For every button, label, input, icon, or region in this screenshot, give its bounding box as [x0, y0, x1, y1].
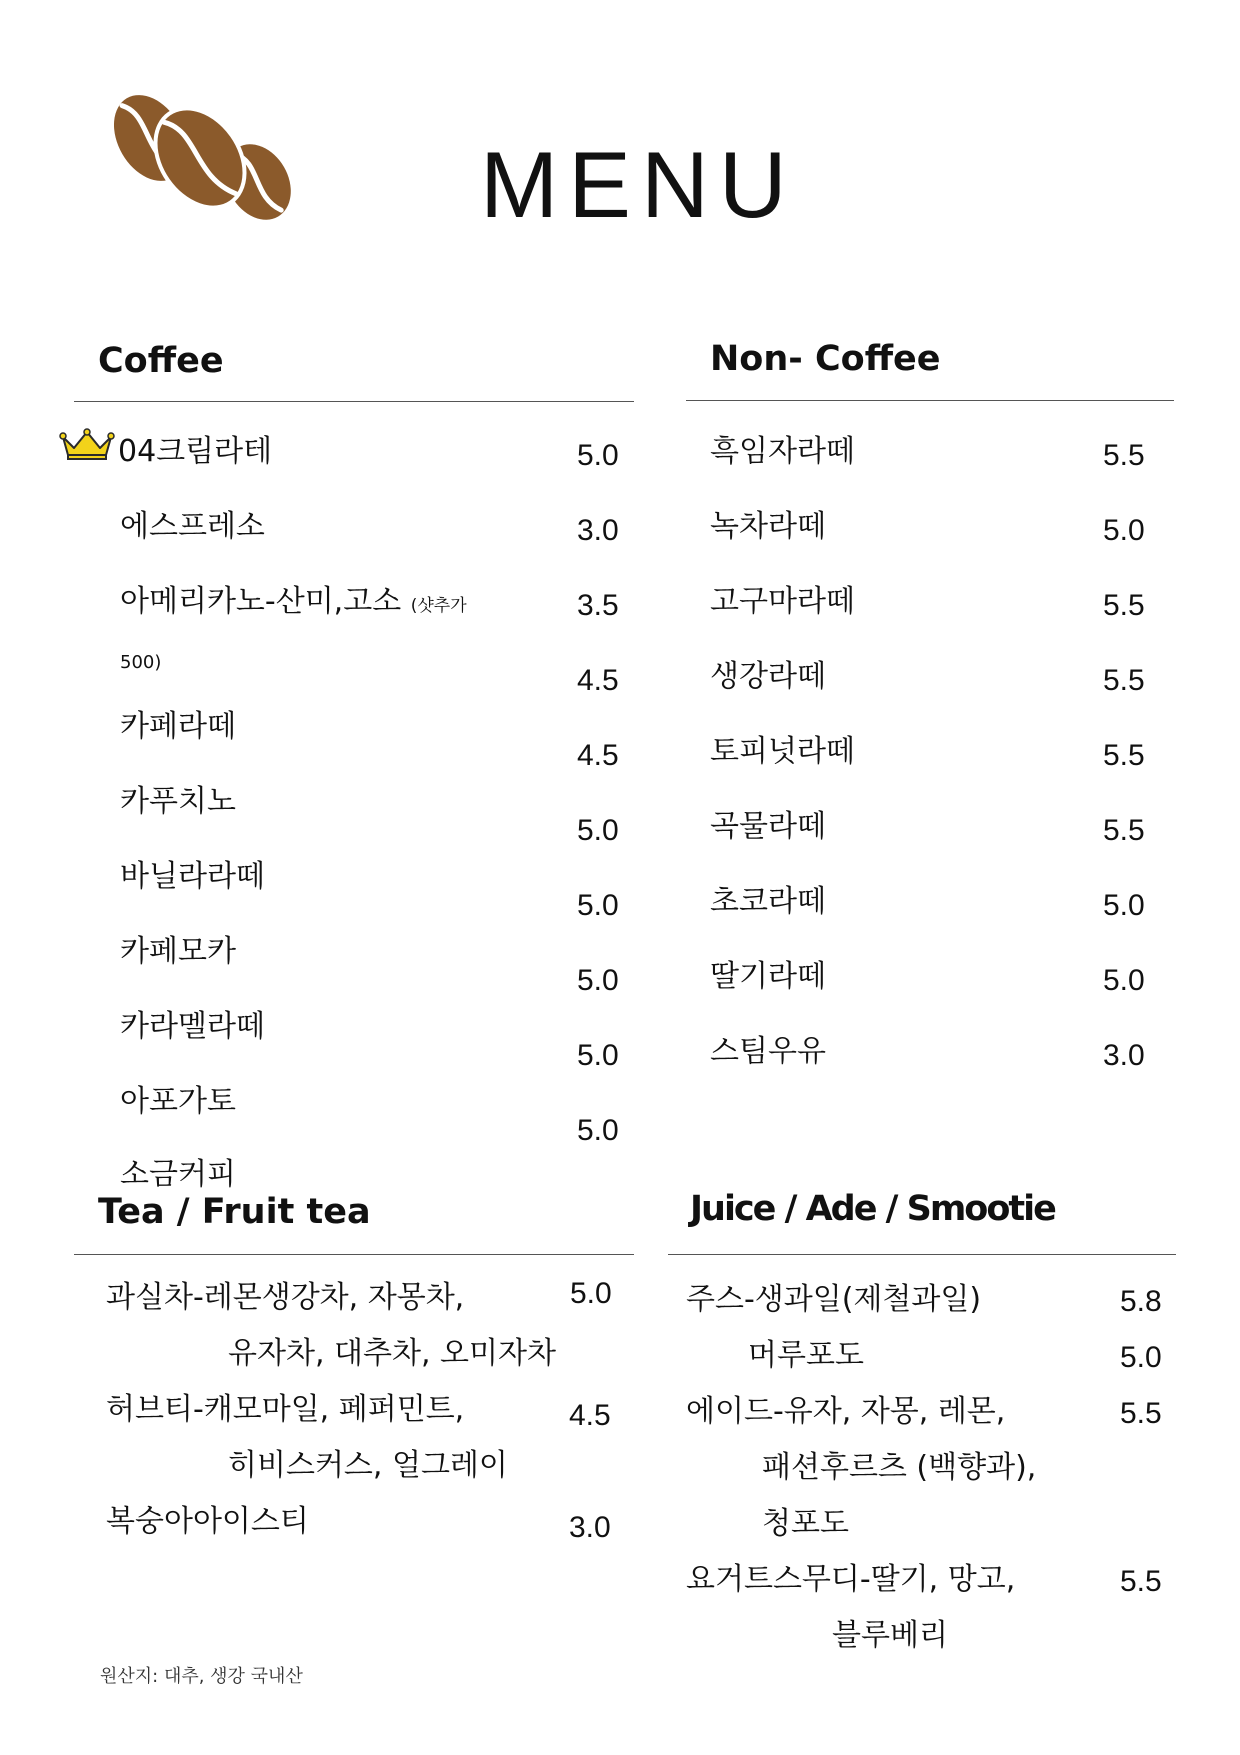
juice-item-price: 5.5	[1120, 1397, 1162, 1430]
coffee-item-price: 4.5	[577, 739, 619, 772]
noncoffee-item-name: 스팀우유	[710, 1034, 826, 1069]
noncoffee-item-name: 생강라떼	[710, 659, 826, 694]
juice-item-price: 5.5	[1120, 1565, 1162, 1598]
list-item	[710, 884, 1150, 922]
tea-item-price: 5.0	[570, 1277, 612, 1310]
noncoffee-item-price: 5.0	[1103, 889, 1145, 922]
tea-item-name: 복숭아아이스티	[106, 1504, 309, 1539]
coffee-item-note: (샷추가	[410, 596, 467, 616]
tea-item-price: 3.0	[569, 1511, 611, 1544]
coffee-item-price: 5.0	[577, 889, 619, 922]
juice-item-name: 요거트스무디-딸기, 망고,	[686, 1562, 1016, 1597]
coffee-item-name: 카페라떼	[120, 709, 236, 744]
coffee-item-price: 3.5	[577, 589, 619, 622]
coffee-item-name: 바닐라라떼	[120, 859, 265, 894]
noncoffee-item-price: 5.5	[1103, 664, 1145, 697]
juice-item-price: 5.0	[1120, 1341, 1162, 1374]
list-item	[710, 809, 1150, 847]
noncoffee-divider	[686, 400, 1174, 401]
list-item	[710, 659, 1150, 697]
crown-icon	[59, 428, 115, 462]
noncoffee-item-price: 5.5	[1103, 814, 1145, 847]
juice-item-name: 주스-생과일(제철과일)	[686, 1282, 982, 1317]
coffee-item-price: 5.0	[577, 439, 619, 472]
coffee-heading: Coffee	[98, 341, 224, 381]
coffee-divider	[74, 401, 634, 402]
coffee-beans-icon	[108, 86, 298, 221]
tea-item-detail: 히비스커스, 얼그레이	[228, 1448, 508, 1483]
juice-item-detail: 블루베리	[832, 1618, 948, 1653]
list-item	[710, 1034, 1150, 1072]
coffee-item-name: 소금커피	[120, 1157, 236, 1192]
noncoffee-item-name: 고구마라떼	[710, 584, 855, 619]
tea-divider	[74, 1254, 634, 1255]
tea-heading: Tea / Fruit tea	[98, 1192, 371, 1232]
list-item	[710, 959, 1150, 997]
tea-item-name: 허브티-캐모마일, 페퍼민트,	[106, 1392, 465, 1427]
juice-item-detail: 청포도	[762, 1506, 849, 1541]
coffee-item-price: 3.0	[577, 514, 619, 547]
noncoffee-item-price: 5.0	[1103, 514, 1145, 547]
tea-item-name: 과실차-레몬생강차, 자몽차,	[106, 1280, 465, 1315]
noncoffee-item-price: 5.5	[1103, 739, 1145, 772]
coffee-item-note: 500)	[120, 652, 162, 673]
coffee-item-name: 아메리카노-산미,고소 (샷추가	[120, 584, 467, 619]
noncoffee-item-name: 초코라떼	[710, 884, 826, 919]
coffee-item-price: 5.0	[577, 964, 619, 997]
noncoffee-item-price: 5.5	[1103, 439, 1145, 472]
coffee-item-name: 카페모카	[120, 934, 236, 969]
noncoffee-item-name: 곡물라떼	[710, 809, 826, 844]
juice-item-name: 에이드-유자, 자몽, 레몬,	[686, 1394, 1006, 1429]
noncoffee-item-name: 흑임자라떼	[710, 434, 855, 469]
list-item	[710, 584, 1150, 622]
coffee-item-price: 5.0	[577, 1114, 619, 1147]
coffee-item-name: 카푸치노	[120, 784, 236, 819]
noncoffee-item-price: 5.0	[1103, 964, 1145, 997]
juice-item-detail: 패션후르츠 (백향과),	[762, 1450, 1037, 1485]
list-item	[710, 434, 1150, 472]
noncoffee-item-price: 5.5	[1103, 589, 1145, 622]
juice-heading: Juice / Ade / Smootie	[690, 1189, 1055, 1229]
juice-item-price: 5.8	[1120, 1285, 1162, 1318]
page-title: MENU	[480, 132, 797, 237]
list-item	[710, 509, 1150, 547]
noncoffee-item-name: 토피넛라떼	[710, 734, 855, 769]
origin-note: 원산지: 대추, 생강 국내산	[100, 1666, 303, 1687]
list-item	[710, 734, 1150, 772]
tea-item-detail: 유자차, 대추차, 오미자차	[228, 1336, 556, 1371]
tea-item-price: 4.5	[569, 1399, 611, 1432]
juice-item-detail: 머루포도	[748, 1338, 864, 1373]
coffee-item-name: 에스프레소	[120, 509, 265, 544]
coffee-item-price: 4.5	[577, 664, 619, 697]
noncoffee-item-price: 3.0	[1103, 1039, 1145, 1072]
coffee-item-name: 04크림라테	[118, 434, 273, 469]
noncoffee-heading: Non- Coffee	[710, 339, 941, 379]
coffee-item-name: 카라멜라떼	[120, 1009, 265, 1044]
noncoffee-item-name: 딸기라떼	[710, 959, 826, 994]
juice-divider	[668, 1254, 1176, 1255]
coffee-item-name: 아포가토	[120, 1084, 236, 1119]
noncoffee-item-name: 녹차라떼	[710, 509, 826, 544]
coffee-item-price: 5.0	[577, 1039, 619, 1072]
coffee-item-price: 5.0	[577, 814, 619, 847]
